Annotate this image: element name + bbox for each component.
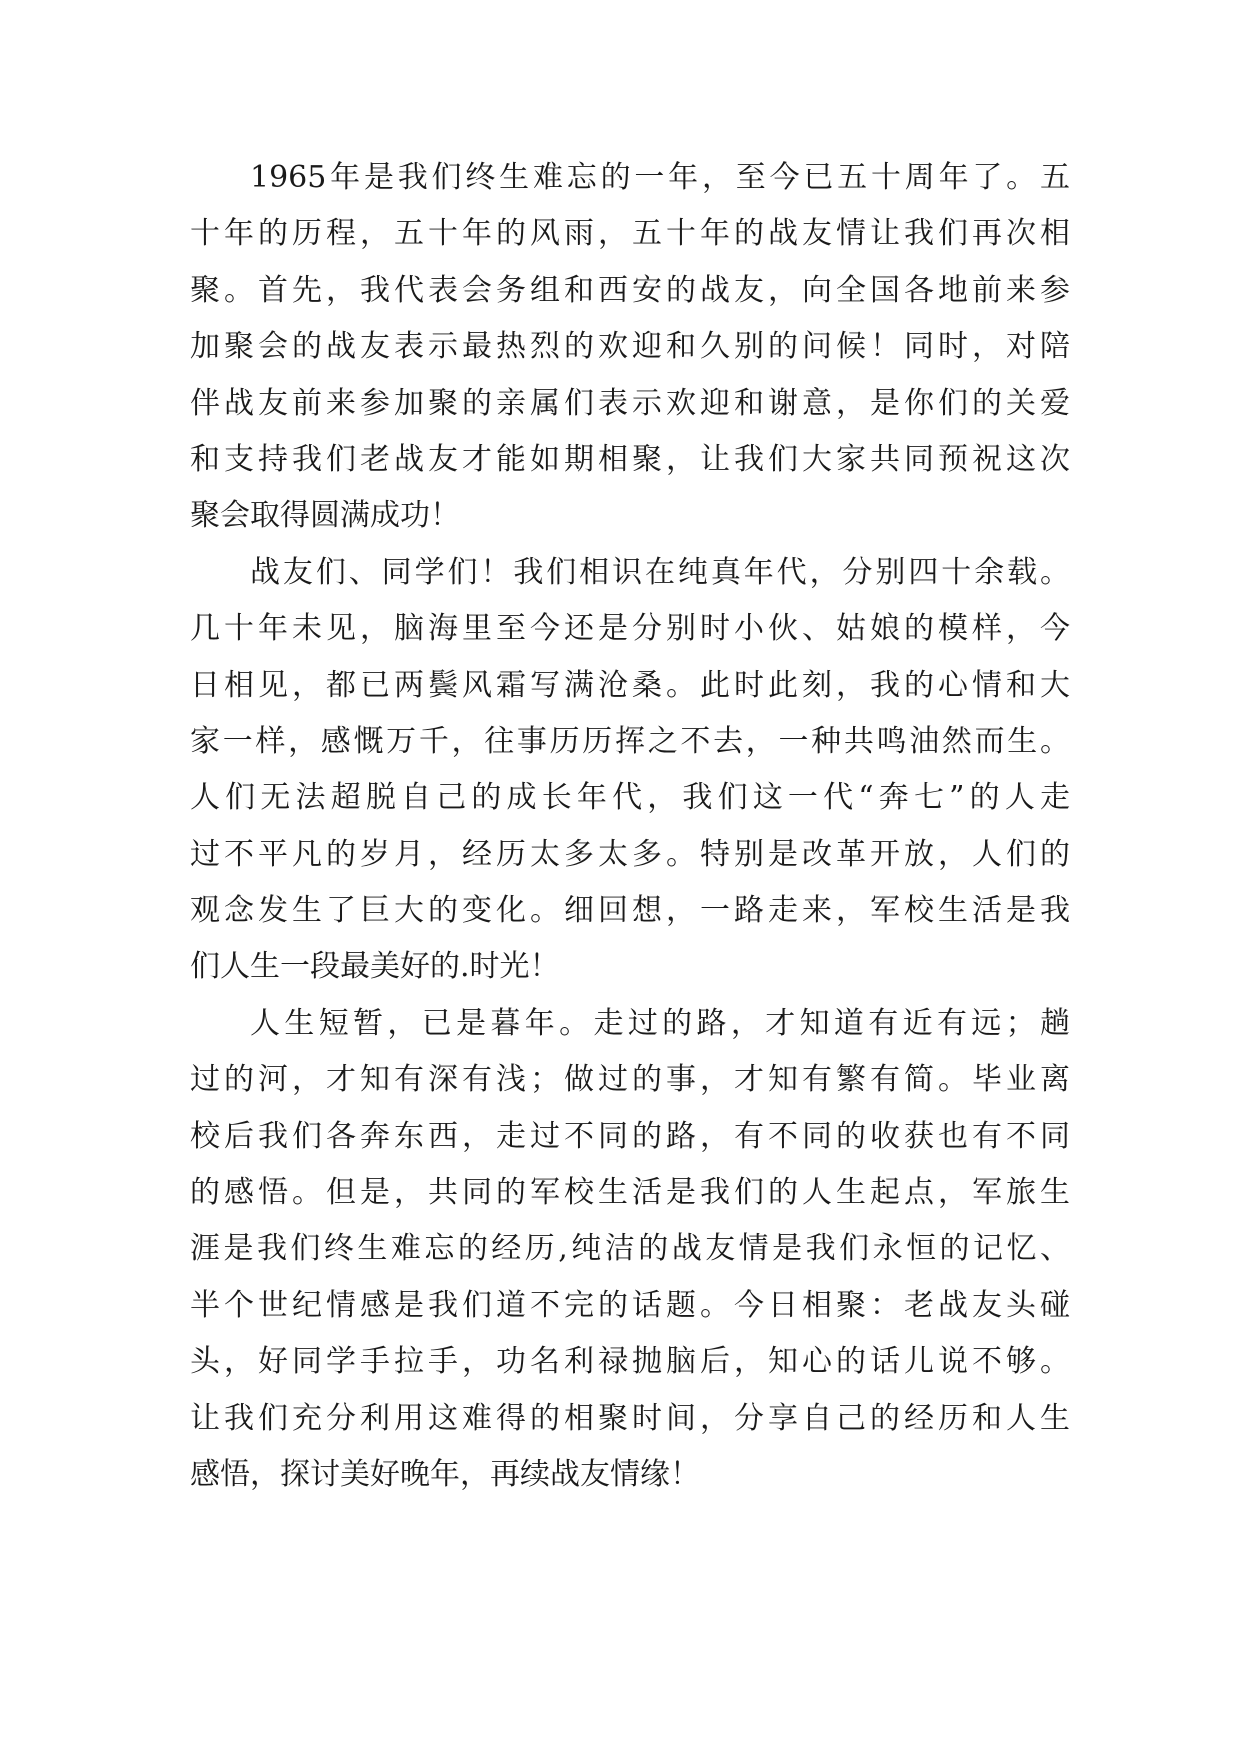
text-line: 过不平凡的岁月，经历太多太多。特别是改革开放，人们的 — [190, 836, 1070, 872]
text-line: 半个世纪情感是我们道不完的话题。今日相聚：老战友头碰 — [190, 1287, 1070, 1323]
text-line: 聚会取得圆满成功！ — [190, 498, 460, 534]
text-line: 十年的历程，五十年的风雨，五十年的战友情让我们再次相 — [190, 216, 1070, 252]
text-line: 家一样，感慨万千，往事历历挥之不去，一种共鸣油然而生。 — [190, 723, 1070, 759]
paragraph — [190, 150, 1070, 545]
text-line: 过的河，才知有深有浅；做过的事，才知有繁有简。毕业离 — [190, 1062, 1070, 1098]
paragraph — [190, 996, 1070, 1504]
text-line: 人们无法超脱自己的成长年代，我们这一代“奔七”的人走 — [190, 780, 1070, 816]
text-line: 头，好同学手拉手，功名利禄抛脑后，知心的话儿说不够。 — [190, 1344, 1070, 1380]
text-line: 让我们充分利用这难得的相聚时间，分享自己的经历和人生 — [190, 1400, 1070, 1436]
text-line: 和支持我们老战友才能如期相聚，让我们大家共同预祝这次 — [190, 441, 1070, 477]
text-line: 感悟，探讨美好晚年，再续战友情缘！ — [190, 1456, 700, 1492]
document-body — [190, 150, 1070, 1503]
text-line: 加聚会的战友表示最热烈的欢迎和久别的问候！同时，对陪 — [190, 329, 1070, 365]
text-line: 日相见，都已两鬓风霜写满沧桑。此时此刻，我的心情和大 — [190, 667, 1070, 703]
text-line: 的感悟。但是，共同的军校生活是我们的人生起点，军旅生 — [190, 1175, 1070, 1211]
text-line: 涯是我们终生难忘的经历,纯洁的战友情是我们永恒的记忆、 — [190, 1231, 1070, 1267]
paragraph — [190, 545, 1070, 996]
text-line: 1965年是我们终生难忘的一年，至今已五十周年了。五 — [250, 160, 1070, 195]
text-line: 伴战友前来参加聚的亲属们表示欢迎和谢意，是你们的关爱 — [190, 385, 1070, 421]
text-line: 校后我们各奔东西，走过不同的路，有不同的收获也有不同 — [190, 1118, 1070, 1154]
text-line: 几十年未见，脑海里至今还是分别时小伙、姑娘的模样，今 — [190, 611, 1070, 647]
text-line: 聚。首先，我代表会务组和西安的战友，向全国各地前来参 — [190, 272, 1070, 308]
text-line: 们人生一段最美好的.时光！ — [190, 949, 560, 985]
text-line: 观念发生了巨大的变化。细回想，一路走来，军校生活是我 — [190, 893, 1070, 929]
text-line: 人生短暂，已是暮年。走过的路，才知道有近有远；趟 — [250, 1005, 1070, 1041]
text-line: 战友们、同学们！我们相识在纯真年代，分别四十余载。 — [250, 554, 1070, 590]
